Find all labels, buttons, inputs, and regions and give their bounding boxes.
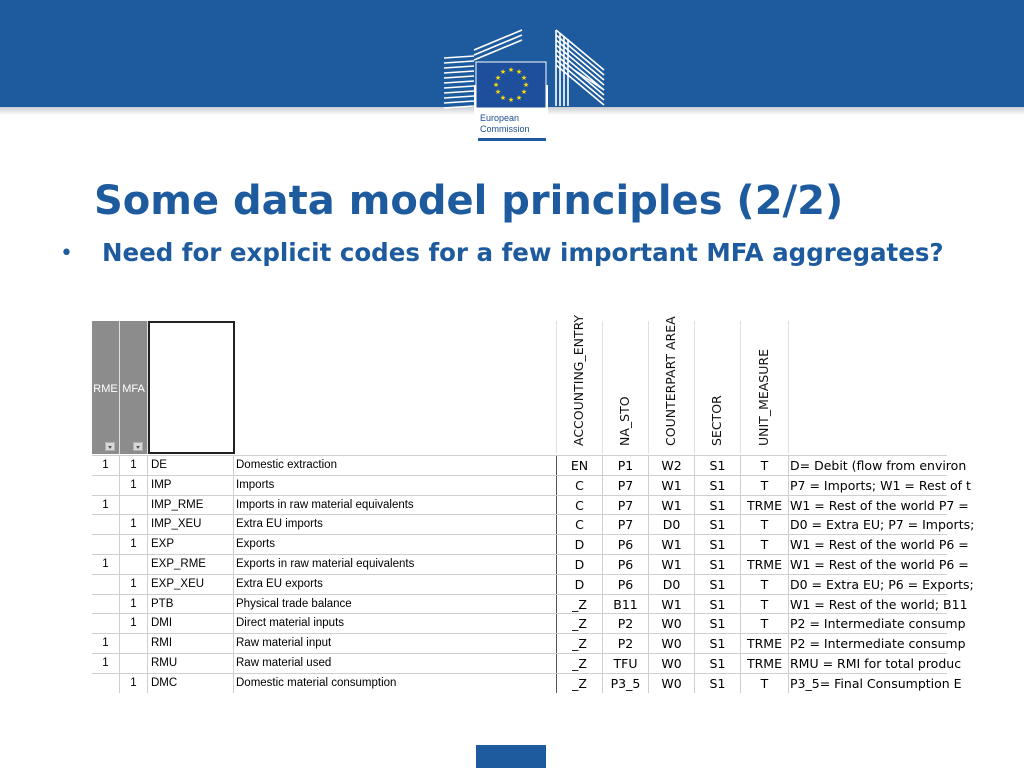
table-row [92, 495, 969, 515]
cell-description[interactable]: Exports [234, 535, 557, 554]
cell-counterpart-area[interactable]: D0 [649, 575, 695, 594]
cell-rme[interactable] [92, 476, 120, 495]
cell-sector[interactable]: S1 [695, 634, 741, 653]
cell-accounting-entry[interactable]: D [557, 555, 603, 574]
cell-na-sto[interactable]: TFU [603, 654, 649, 673]
column-header-unit-measure [741, 321, 789, 454]
cell-description[interactable]: Physical trade balance [234, 595, 557, 614]
cell-description[interactable]: Domestic extraction [234, 456, 557, 475]
cell-unit-measure[interactable]: T [741, 456, 789, 475]
cell-na-sto[interactable]: P2 [603, 614, 649, 633]
cell-note[interactable]: P3_5= Final Consumption E [790, 675, 962, 691]
cell-code[interactable]: DE [148, 456, 234, 475]
cell-accounting-entry[interactable]: _Z [557, 634, 603, 653]
cell-na-sto[interactable]: P6 [603, 535, 649, 554]
spreadsheet-excerpt [92, 314, 975, 698]
table-row [92, 594, 968, 614]
cell-note[interactable]: P2 = Intermediate consump [790, 636, 966, 652]
column-header-unit-measure-label: UNIT_MEASURE [756, 349, 771, 446]
cell-counterpart-area[interactable]: D0 [649, 515, 695, 534]
cell-mfa[interactable]: 1 [120, 674, 148, 693]
cell-mfa[interactable] [120, 555, 148, 574]
svg-text:★: ★ [507, 96, 515, 104]
cell-description[interactable]: Extra EU imports [234, 515, 557, 534]
cell-accounting-entry[interactable]: D [557, 535, 603, 554]
cell-mfa[interactable]: 1 [120, 595, 148, 614]
cell-mfa[interactable]: 1 [120, 575, 148, 594]
cell-accounting-entry[interactable]: C [557, 476, 603, 495]
column-header-sector [695, 321, 741, 454]
cell-na-sto[interactable]: P3_5 [603, 674, 649, 693]
cell-counterpart-area[interactable]: W0 [649, 654, 695, 673]
cell-code[interactable]: IMP [148, 476, 234, 495]
cell-description[interactable]: Domestic material consumption [234, 674, 557, 693]
column-header-mfa-label: MFA [122, 383, 145, 395]
cell-unit-measure[interactable]: T [741, 575, 789, 594]
cell-unit-measure[interactable]: T [741, 614, 789, 633]
cell-accounting-entry[interactable]: D [557, 575, 603, 594]
table-row [92, 475, 971, 495]
cell-description[interactable]: Imports [234, 476, 557, 495]
cell-rme[interactable] [92, 595, 120, 614]
svg-text:★: ★ [515, 68, 523, 76]
column-header-notes [789, 321, 947, 454]
cell-code[interactable]: PTB [148, 595, 234, 614]
cell-note[interactable]: W1 = Rest of the world; B11 [790, 596, 968, 612]
table-row [92, 613, 966, 633]
cell-counterpart-area[interactable]: W0 [649, 614, 695, 633]
table-row [92, 653, 962, 673]
cell-sector[interactable]: S1 [695, 674, 741, 693]
cell-sector[interactable]: S1 [695, 575, 741, 594]
cell-description[interactable]: Imports in raw material equivalents [234, 496, 557, 515]
cell-rme[interactable]: 1 [92, 654, 120, 673]
logo-underline [478, 138, 546, 141]
cell-code[interactable]: EXP_RME [148, 555, 234, 574]
cell-rme[interactable]: 1 [92, 634, 120, 653]
cell-code[interactable]: EXP [148, 535, 234, 554]
cell-accounting-entry[interactable]: _Z [557, 654, 603, 673]
cell-code[interactable]: RMU [148, 654, 234, 673]
cell-note[interactable]: P2 = Intermediate consump [790, 616, 966, 632]
cell-rme[interactable] [92, 674, 120, 693]
cell-code[interactable]: IMP_XEU [148, 515, 234, 534]
filter-dropdown-icon[interactable] [105, 442, 115, 451]
cell-description[interactable]: Extra EU exports [234, 575, 557, 594]
cell-counterpart-area[interactable]: W0 [649, 674, 695, 693]
cell-counterpart-area[interactable]: W0 [649, 634, 695, 653]
cell-accounting-entry[interactable]: C [557, 515, 603, 534]
bullet-text: Need for explicit codes for a few important MFA aggregates? [102, 238, 944, 267]
cell-sector[interactable]: S1 [695, 555, 741, 574]
cell-sector[interactable]: S1 [695, 595, 741, 614]
cell-unit-measure[interactable]: T [741, 515, 789, 534]
cell-mfa[interactable]: 1 [120, 476, 148, 495]
cell-accounting-entry[interactable]: C [557, 496, 603, 515]
cell-sector[interactable]: S1 [695, 496, 741, 515]
svg-text:★: ★ [494, 74, 502, 82]
cell-code[interactable]: DMC [148, 674, 234, 693]
cell-unit-measure[interactable]: TRME [741, 496, 789, 515]
cell-rme[interactable]: 1 [92, 456, 120, 475]
svg-text:★: ★ [499, 68, 507, 76]
svg-text:★: ★ [520, 88, 528, 96]
cell-code[interactable]: RMI [148, 634, 234, 653]
svg-text:★: ★ [515, 94, 523, 102]
cell-na-sto[interactable]: P7 [603, 515, 649, 534]
table-row [92, 673, 962, 693]
cell-sector[interactable]: S1 [695, 515, 741, 534]
cell-sector[interactable]: S1 [695, 535, 741, 554]
cell-unit-measure[interactable]: T [741, 674, 789, 693]
cell-unit-measure[interactable]: TRME [741, 654, 789, 673]
cell-note[interactable]: D0 = Extra EU; P6 = Exports; [790, 576, 974, 592]
cell-description[interactable]: Direct material inputs [234, 614, 557, 633]
cell-na-sto[interactable]: P2 [603, 634, 649, 653]
cell-accounting-entry[interactable]: _Z [557, 674, 603, 693]
column-header-rme[interactable] [92, 321, 120, 454]
cell-accounting-entry[interactable]: EN [557, 456, 603, 475]
cell-sector[interactable]: S1 [695, 476, 741, 495]
svg-text:★: ★ [492, 81, 500, 89]
cell-description[interactable]: Raw material used [234, 654, 557, 673]
cell-rme[interactable]: 1 [92, 555, 120, 574]
logo-line-1: European [480, 113, 520, 123]
slide-title: Some data model principles (2/2) [94, 178, 844, 224]
logo-wordmark [480, 113, 550, 135]
cell-na-sto[interactable]: P1 [603, 456, 649, 475]
column-header-accounting-entry [557, 314, 603, 454]
table-row [92, 633, 966, 653]
cell-counterpart-area[interactable]: W1 [649, 496, 695, 515]
column-header-na-sto [603, 321, 649, 454]
column-header-rme-label: RME [93, 383, 118, 395]
cell-unit-measure[interactable]: TRME [741, 634, 789, 653]
cell-mfa[interactable]: 1 [120, 535, 148, 554]
cell-accounting-entry[interactable]: _Z [557, 614, 603, 633]
cell-unit-measure[interactable]: T [741, 595, 789, 614]
column-header-accounting-entry-label: ACCOUNTING_ENTRY [571, 314, 586, 446]
cell-mfa[interactable] [120, 654, 148, 673]
column-header-description [235, 321, 557, 454]
bullet-marker: • [60, 241, 73, 266]
cell-counterpart-area[interactable]: W1 [649, 476, 695, 495]
table-row [92, 514, 975, 534]
svg-text:★: ★ [522, 81, 530, 89]
cell-accounting-entry[interactable]: _Z [557, 595, 603, 614]
cell-counterpart-area[interactable]: W1 [649, 535, 695, 554]
cell-sector[interactable]: S1 [695, 456, 741, 475]
logo-line-2: Commission [480, 124, 530, 134]
cell-code[interactable]: DMI [148, 614, 234, 633]
cell-mfa[interactable]: 1 [120, 515, 148, 534]
table-row [92, 574, 974, 594]
cell-rme[interactable] [92, 515, 120, 534]
cell-na-sto[interactable]: B11 [603, 595, 649, 614]
cell-sector[interactable]: S1 [695, 654, 741, 673]
cell-rme[interactable] [92, 535, 120, 554]
cell-rme[interactable] [92, 614, 120, 633]
cell-na-sto[interactable]: P7 [603, 476, 649, 495]
column-header-counterpart-area-label: COUNTERPART AREA [663, 316, 678, 446]
footer-tab [476, 745, 546, 768]
cell-note[interactable]: D0 = Extra EU; P7 = Imports; [790, 517, 975, 533]
cell-rme[interactable]: 1 [92, 496, 120, 515]
cell-note[interactable]: W1 = Rest of the world P7 = [790, 497, 969, 513]
svg-text:★: ★ [507, 66, 515, 74]
column-header-na-sto-label: NA_STO [617, 396, 632, 446]
selected-cell[interactable] [148, 321, 235, 454]
filter-dropdown-icon[interactable] [133, 442, 143, 451]
cell-code[interactable]: IMP_RME [148, 496, 234, 515]
column-header-sector-label: SECTOR [709, 395, 724, 446]
table-row [92, 554, 969, 574]
cell-unit-measure[interactable]: TRME [741, 555, 789, 574]
cell-counterpart-area[interactable]: W1 [649, 595, 695, 614]
cell-mfa[interactable] [120, 496, 148, 515]
cell-na-sto[interactable]: P6 [603, 575, 649, 594]
cell-sector[interactable]: S1 [695, 614, 741, 633]
svg-text:★: ★ [494, 88, 502, 96]
table-row [92, 455, 967, 475]
cell-na-sto[interactable]: P7 [603, 496, 649, 515]
column-header-counterpart-area [649, 316, 695, 454]
cell-note[interactable]: W1 = Rest of the world P6 = [790, 537, 969, 553]
svg-text:★: ★ [520, 74, 528, 82]
cell-note[interactable]: RMU = RMI for total produc [790, 656, 962, 671]
cell-code[interactable]: EXP_XEU [148, 575, 234, 594]
table-row [92, 534, 969, 554]
cell-na-sto[interactable]: P6 [603, 555, 649, 574]
cell-mfa[interactable] [120, 634, 148, 653]
cell-note[interactable]: D= Debit (flow from environ [790, 458, 967, 473]
cell-note[interactable]: W1 = Rest of the world P6 = [790, 557, 969, 572]
column-header-mfa[interactable] [120, 321, 148, 454]
cell-rme[interactable] [92, 575, 120, 594]
cell-description[interactable]: Raw material input [234, 634, 557, 653]
cell-note[interactable]: P7 = Imports; W1 = Rest of t [790, 477, 971, 493]
cell-unit-measure[interactable]: T [741, 476, 789, 495]
cell-mfa[interactable]: 1 [120, 614, 148, 633]
svg-text:★: ★ [499, 94, 507, 102]
cell-counterpart-area[interactable]: W1 [649, 555, 695, 574]
cell-description[interactable]: Exports in raw material equivalents [234, 555, 557, 574]
cell-mfa[interactable]: 1 [120, 456, 148, 475]
cell-unit-measure[interactable]: T [741, 535, 789, 554]
cell-counterpart-area[interactable]: W2 [649, 456, 695, 475]
